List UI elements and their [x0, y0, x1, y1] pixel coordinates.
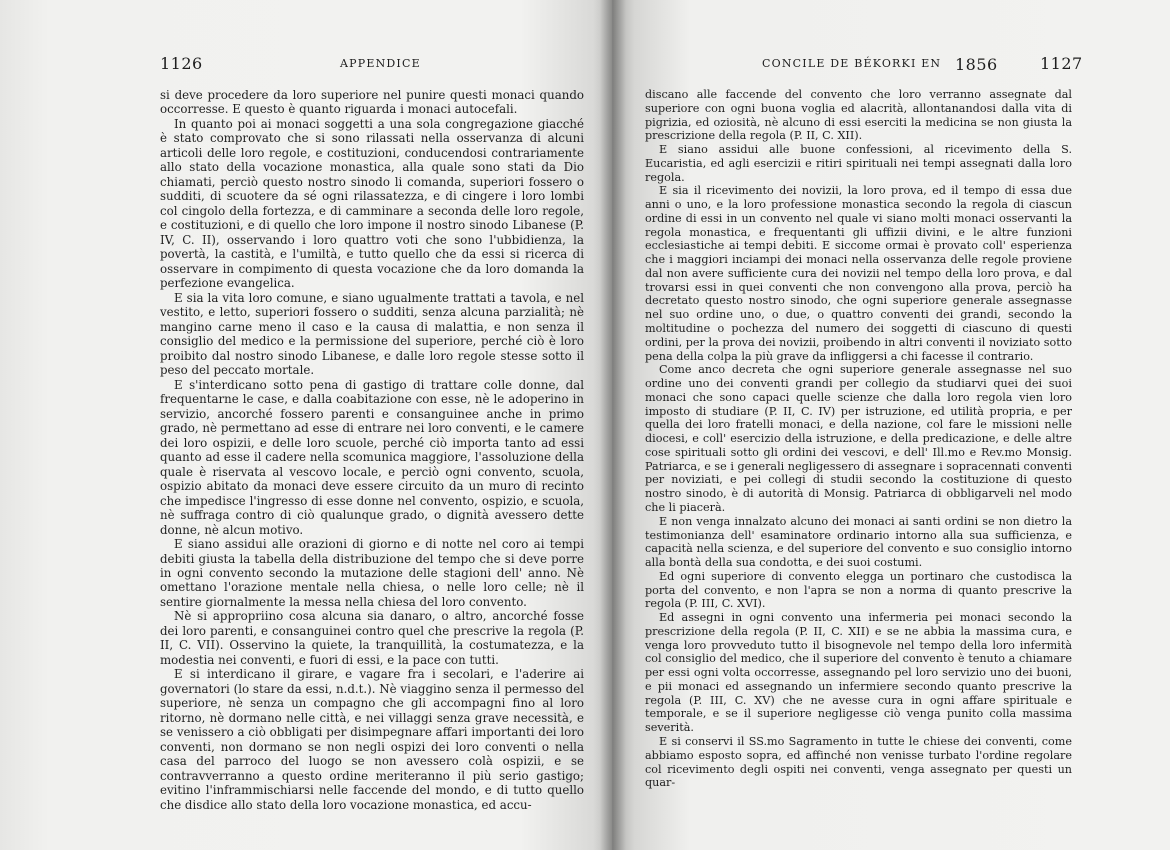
paragraph: Ed ogni superiore di convento elegga un portinaro che custodisca la porta del convento, e non l'apra se non a norma di quanto prescrive la regola (P. III, C. XVI). — [645, 569, 1072, 611]
paragraph: E s'interdicano sotto pena di gastigo di trattare colle donne, dal frequentarne le case, e dalla coabitazione con esse, nè le adoperino in servizio, ancorché fossero parenti e consanguinee anche in primo grado, nè permettano ad esse di entrare nei loro conventi, e le camere dei loro ospizii, e delle loro scuole, perché ciò importa tanto ad essi quanto ad esse il cadere nella scomunica maggiore, l'assoluzione della quale è riservata al vescovo locale, e perciò ogni convento, scuola, ospizio abitato da monaci deve essere circuito da un muro di recinto che impedisce l'ingresso di esse donne nel convento, ospizio, e scuola, nè suffraga contro di ciò qualunque grado, o dignità avessero dette donne, nè alcun motivo. — [160, 377, 584, 537]
paragraph: E sia la vita loro comune, e siano ugualmente trattati a tavola, e nel vestito, e letto, superiori fossero o sudditi, senza alcuna parzialità; nè mangino carne meno il caso e la causa di malattia, e non senza il consiglio del medico e la permissione del superiore, perché ciò è loro proibito dal nostro sinodo Libanese, e dalle loro regole stesse sotto il peso del peccato mortale. — [160, 290, 584, 378]
right-running-title: CONCILE DE BÉKORKI EN — [762, 57, 942, 70]
paragraph: Nè si appropriino cosa alcuna sia danaro, o altro, ancorché fosse dei loro parenti, e consanguinei contro quel che prescrive la regola (P. II, C. VII). Osservino la quiete, la tranquillità, la costumatezza, e la modestia nei conventi, e fuori di essi, e la pace con tutti. — [160, 609, 584, 667]
paragraph: E siano assidui alle buone confessioni, al ricevimento della S. Eucaristia, ed agli esercizii e ritiri spirituali nei tempi assegnati dalla loro regola. — [645, 143, 1072, 184]
paragraph: E non venga innalzato alcuno dei monaci ai santi ordini se non dietro la testimonianza dell' esaminatore ordinario intorno alla sua sufficienza, e capacità nella scienza, e del superiore del convento e suo consiglio intorno alla bontà della sua condotta, e dei suoi costumi. — [645, 514, 1072, 570]
right-page-body — [645, 88, 1072, 790]
paragraph: si deve procedere da loro superiore nel punire questi monaci quando occorresse. E questo è quanto riguarda i monaci autocefali. — [160, 88, 584, 117]
paragraph: E siano assidui alle orazioni di giorno e di notte nel coro ai tempi debiti giusta la tabella della distribuzione del tempo che si deve porre in ogni convento secondo la mutazione delle stagioni dell' anno. Nè omettano l'orazione mentale nella chiesa, o nelle loro celle; nè il sentire giornalmente la messa nella chiesa del loro convento. — [160, 537, 584, 609]
paragraph: Ed assegni in ogni convento una infermeria pei monaci secondo la prescrizione della regola (P. II, C. XII) e se ne abbia la massima cura, e venga loro provveduto tutto il bisognevole nel tempo della loro infermità col consiglio del medico, che il superiore del convento è tenuto a chiamare per essi ogni volta occorresse, assegnando pel loro servizio uno dei buoni, e pii monaci ed assegnando un infermiere secondo quanto prescrive la regola (P. III, C. XV) che ne avesse cura in ogni affare spirituale e temporale, e se il superiore negligesse ciò venga punito colla massima severità. — [645, 611, 1072, 735]
paragraph: E si interdicano il girare, e vagare fra i secolari, e l'aderire ai governatori (lo stare da essi, n.d.t.). Nè viaggino senza il permesso del superiore, nè senza un compagno che gli accompagni fino al loro ritorno, nè dormano nelle città, e nei villaggi senza grave necessità, e se venissero a ciò obbligati per disimpegnare affari importanti dei loro conventi, non dormano se non negli ospizi dei loro conventi o nella casa del parroco del luogo se non avessero colà ospizii, e se contravverranno a questo ordine meriteranno il più serio gastigo; evitino l'inframmischiarsi nelle faccende del mondo, e di tutto quello che disdice allo stato della loro vocazione monastica, ed accu- — [160, 667, 584, 812]
right-page-number: 1127 — [1040, 54, 1083, 73]
paragraph: E sia il ricevimento dei novizii, la loro prova, ed il tempo di essa due anni o uno, e la loro professione monastica secondo la regola di ciascun ordine di essi in un convento nel quale vi siano molti monaci osservanti la regola monastica, e frequentanti gli uffizii divini, e le altre funzioni ecclesiastiche ai tempi debiti. E siccome ormai è provato coll' esperienza che i maggiori inciampi dei monaci nella osservanza delle regole proviene dal non avere sufficiente cura dei novizii nel tempo della loro prova, e dal trovarsi essi in quei conventi che non convengono alla prova, perciò ha decretato questo nostro sinodo, che ogni superiore generale assegnasse nel suo ordine uno, o due, o quattro conventi dei grandi, secondo la moltitudine o pochezza del numero dei soggetti di ciascuno di questi ordini, per la prova dei novizii, proibendo in altri conventi il noviziato sotto pena della colpa la più grave da infliggersi a chi facesse il contrario. — [645, 184, 1072, 363]
left-page-number: 1126 — [160, 54, 203, 73]
paragraph: In quanto poi ai monaci soggetti a una sola congregazione giacché è stato comprovato che si sono rilassati nella osservanza di alcuni articoli delle loro regole, e costituzioni, conducendosi contrariamente allo stato della vocazione monastica, alla quale sono stati da Dio chiamati, perciò questo nostro sinodo li comanda, superiori fossero o sudditi, di scuotere da sé ogni rilassatezza, e di cingere i loro lombi col cingolo della fortezza, e di camminare a seconda delle loro regole, e costituzioni, e di quello che loro impone il nostro sinodo Libanese (P. IV, C. II), osservando i loro quattro voti che sono l'ubbidienza, la povertà, la castità, e l'umiltà, e tutto quello che da essi si ricerca di osservare in compimento di questa vocazione che da loro domanda la perfezione evangelica. — [160, 116, 584, 291]
book-gutter — [600, 0, 626, 850]
left-running-title: APPENDICE — [340, 57, 421, 70]
paragraph: discano alle faccende del convento che loro verranno assegnate dal superiore con ogni buona voglia ed alacrità, allontanandosi dalla vita di pigrizia, ed oziosità, nè alcuno di essi eserciti la medicina se non giusta la prescrizione della regola (P. II, C. XII). — [645, 88, 1072, 143]
paragraph: E si conservi il SS.mo Sagramento in tutte le chiese dei conventi, come abbiamo esposto sopra, ed affinché non venisse turbato l'ordine regolare col ricevimento degli ospiti nei conventi, venga assegnato per questi un quar- — [645, 734, 1072, 790]
left-page-body — [160, 88, 584, 812]
paragraph: Come anco decreta che ogni superiore generale assegnasse nel suo ordine uno dei conventi grandi per collegio da studiarvi quei dei suoi monaci che sono capaci quelle scienze che dalla loro regola vien loro imposto di studiare (P. II, C. IV) per istruzione, ed utilità propria, e per quella dei loro fratelli monaci, e della nazione, col fare le missioni nelle diocesi, e coll' esercizio della istruzione, e della predicazione, e delle altre cose spirituali sotto gli ordini dei vescovi, e dell' Ill.mo e Rev.mo Monsig. Patriarca, e se i generali negligessero di assegnare i sopracennati conventi per noviziati, e pei collegi di studii secondo la costituzione di questo nostro sinodo, è di autorità di Monsig. Patriarca di obbligarveli nel modo che li piacerà. — [645, 363, 1072, 514]
right-running-year: 1856 — [955, 55, 998, 74]
